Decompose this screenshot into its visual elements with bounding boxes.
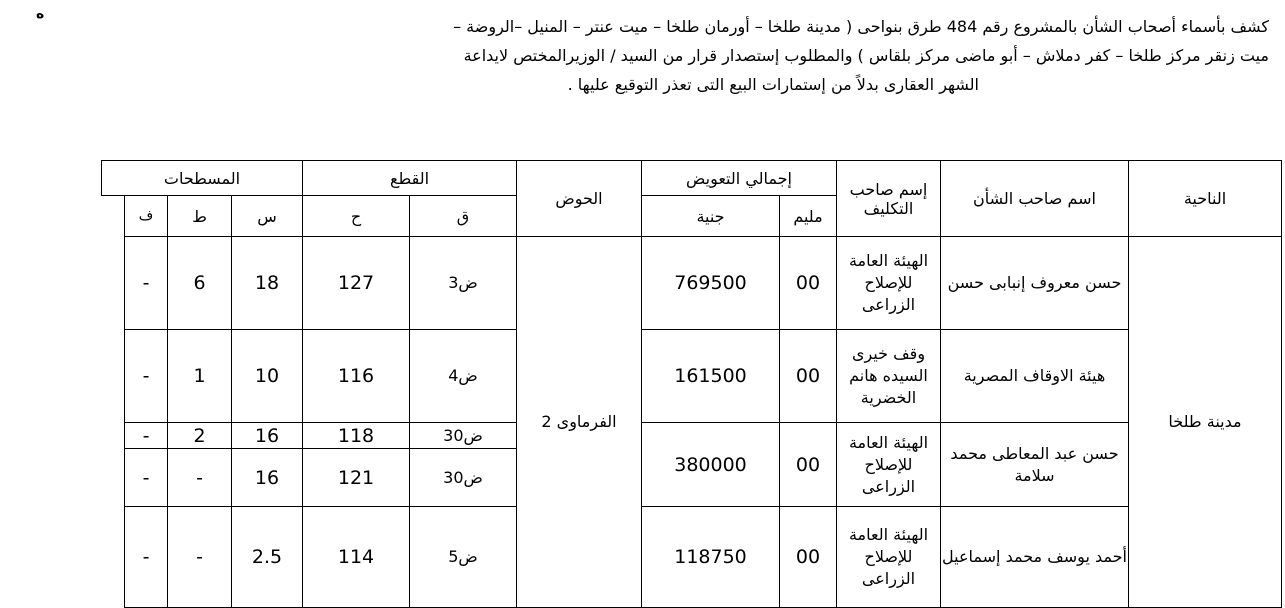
district-cell: مدينة طلخا (1129, 237, 1282, 608)
plot-q-cell: ض4 (410, 330, 517, 423)
table-row (102, 237, 1282, 330)
header-area-s: س (232, 196, 303, 237)
area-s-cell: 2.5 (232, 507, 303, 608)
pound-cell: 118750 (642, 507, 780, 608)
header-areas: المسطحات (102, 161, 303, 196)
corner-mark: ه (36, 6, 45, 22)
header-plot-q: ق (410, 196, 517, 237)
assignee-cell: وقف خيرى السيده هانم الخضرية (837, 330, 941, 423)
area-f-cell: - (125, 423, 168, 449)
pound-cell: 380000 (642, 423, 780, 507)
plot-q-cell: ض5 (410, 507, 517, 608)
header-compensation-total: إجمالي التعويض (642, 161, 837, 196)
area-s-cell: 16 (232, 423, 303, 449)
assignee-cell: الهيئة العامة للإصلاح الزراعى (837, 507, 941, 608)
area-t-cell: 2 (168, 423, 232, 449)
owner-cell: حسن عبد المعاطى محمد سلامة (941, 423, 1129, 507)
basin-cell: الفرماوى 2 (517, 237, 642, 608)
area-t-cell: 6 (168, 237, 232, 330)
header-owner: اسم صاحب الشأن (941, 161, 1129, 237)
area-t-cell: - (168, 507, 232, 608)
header-plot: القطع (303, 161, 517, 196)
plot-h-cell: 127 (303, 237, 410, 330)
area-f-cell: - (125, 330, 168, 423)
millieme-cell: 00 (780, 423, 837, 507)
owners-table (101, 160, 1282, 608)
document-header (19, 12, 1269, 99)
assignee-cell: الهيئة العامة للإصلاح الزراعى (837, 237, 941, 330)
millieme-cell: 00 (780, 237, 837, 330)
area-s-cell: 18 (232, 237, 303, 330)
plot-q-cell: ض30 (410, 449, 517, 507)
owner-cell: هيئة الاوقاف المصرية (941, 330, 1129, 423)
plot-h-cell: 121 (303, 449, 410, 507)
plot-q-cell: ض30 (410, 423, 517, 449)
header-area-f: ف (125, 196, 168, 237)
area-f-cell: - (125, 507, 168, 608)
area-f-cell: - (125, 237, 168, 330)
area-s-cell: 16 (232, 449, 303, 507)
pound-cell: 161500 (642, 330, 780, 423)
millieme-cell: 00 (780, 330, 837, 423)
area-t-cell: - (168, 449, 232, 507)
plot-q-cell: ض3 (410, 237, 517, 330)
header-line-3: الشهر العقارى بدلاً من إستمارات البيع التى تعذر التوقيع عليها . (567, 75, 979, 94)
table-row (102, 330, 1282, 423)
area-t-cell: 1 (168, 330, 232, 423)
header-area-t: ط (168, 196, 232, 237)
header-line-1: كشف بأسماء أصحاب الشأن بالمشروع رقم 484 طرق بنواحى ( مدينة طلخا – أورمان طلخا – ميت عنتر – المنيل –الروضة – (453, 17, 1269, 36)
plot-h-cell: 118 (303, 423, 410, 449)
assignee-cell: الهيئة العامة للإصلاح الزراعى (837, 423, 941, 507)
plot-h-cell: 116 (303, 330, 410, 423)
header-millieme: مليم (780, 196, 837, 237)
pound-cell: 769500 (642, 237, 780, 330)
table-row (102, 423, 1282, 449)
header-line-2: ميت زنقر مركز طلخا – كفر دملاش – أبو ماضى مركز بلقاس ) والمطلوب إستصدار قرار من السيد / الوزيرالمختص لايداعة (463, 46, 1269, 65)
millieme-cell: 00 (780, 507, 837, 608)
header-assignee: إسم صاحب التكليف (837, 161, 941, 237)
area-f-cell: - (125, 449, 168, 507)
header-basin: الحوض (517, 161, 642, 237)
header-plot-h: ح (303, 196, 410, 237)
owner-cell: أحمد يوسف محمد إسماعيل (941, 507, 1129, 608)
header-pound: جنية (642, 196, 780, 237)
plot-h-cell: 114 (303, 507, 410, 608)
header-district: الناحية (1129, 161, 1282, 237)
table-row (102, 507, 1282, 608)
owner-cell: حسن معروف إنبابى حسن (941, 237, 1129, 330)
area-s-cell: 10 (232, 330, 303, 423)
